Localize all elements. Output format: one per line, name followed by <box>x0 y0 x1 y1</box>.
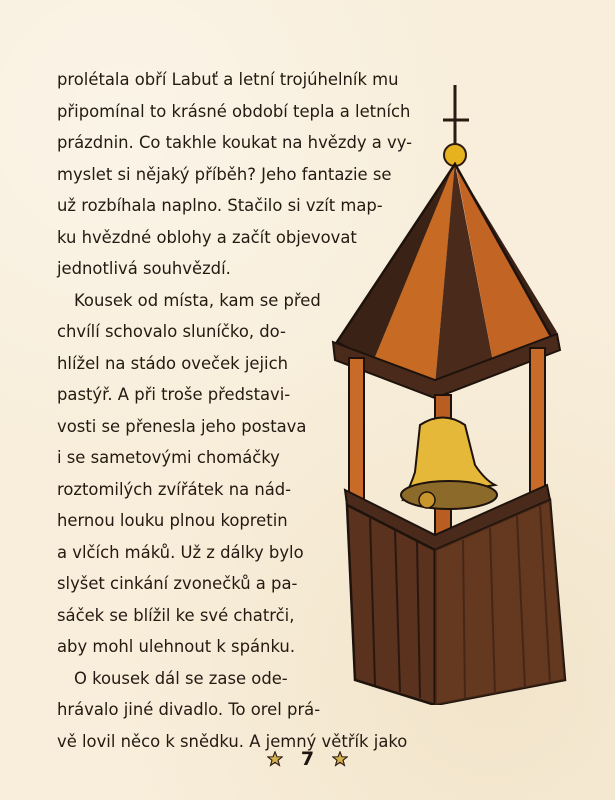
text-line: slyšet cinkání zvonečků a pa- <box>57 574 298 593</box>
text-line: pastýř. A při troše představi- <box>57 385 291 404</box>
text-line: prázdnin. Co takhle koukat na hvězdy a vy- <box>57 133 413 152</box>
text-line: roztomilých zvířátek na nád- <box>57 479 292 499</box>
text-line: sáček se blížil ke své chatrči, <box>57 605 295 625</box>
text-line: hernou louku plnou kopretin <box>57 511 288 530</box>
star-icon <box>267 751 283 767</box>
bell-tower-illustration <box>325 80 615 705</box>
text-line: myslet si nějaký příběh? Jeho fantazie se <box>57 164 392 184</box>
text-line: O kousek dál se zase ode- <box>74 668 288 688</box>
text-line: Kousek od místa, kam se před <box>74 290 321 310</box>
page-footer <box>0 744 615 774</box>
text-line: připomínal to krásné období tepla a letních <box>57 101 411 121</box>
text-line: vě lovil něco k snědku. A jemný větřík jako <box>57 731 408 751</box>
text-line: aby mohl ulehnout k spánku. <box>57 637 296 656</box>
text-line: prolétala obří Labuť a letní trojúhelník mu <box>57 70 399 89</box>
text-line: hlížel na stádo oveček jejich <box>57 353 288 373</box>
text-line: už rozbíhala naplno. Stačilo si vzít map- <box>57 196 383 215</box>
text-line: i se sametovými chomáčky <box>57 448 280 467</box>
text-line: vosti se přenesla jeho postava <box>57 416 307 436</box>
text-line: a vlčích máků. Už z dálky bylo <box>57 542 304 562</box>
star-icon <box>332 751 348 767</box>
text-line: ku hvězdné oblohy a začít objevovat <box>57 227 357 247</box>
text-line: chvílí schovalo sluníčko, do- <box>57 322 286 341</box>
text-line: hrávalo jiné divadlo. To orel prá- <box>57 700 321 719</box>
text-line: jednotlivá souhvězdí. <box>57 259 231 278</box>
page-number: 7 <box>300 748 315 770</box>
